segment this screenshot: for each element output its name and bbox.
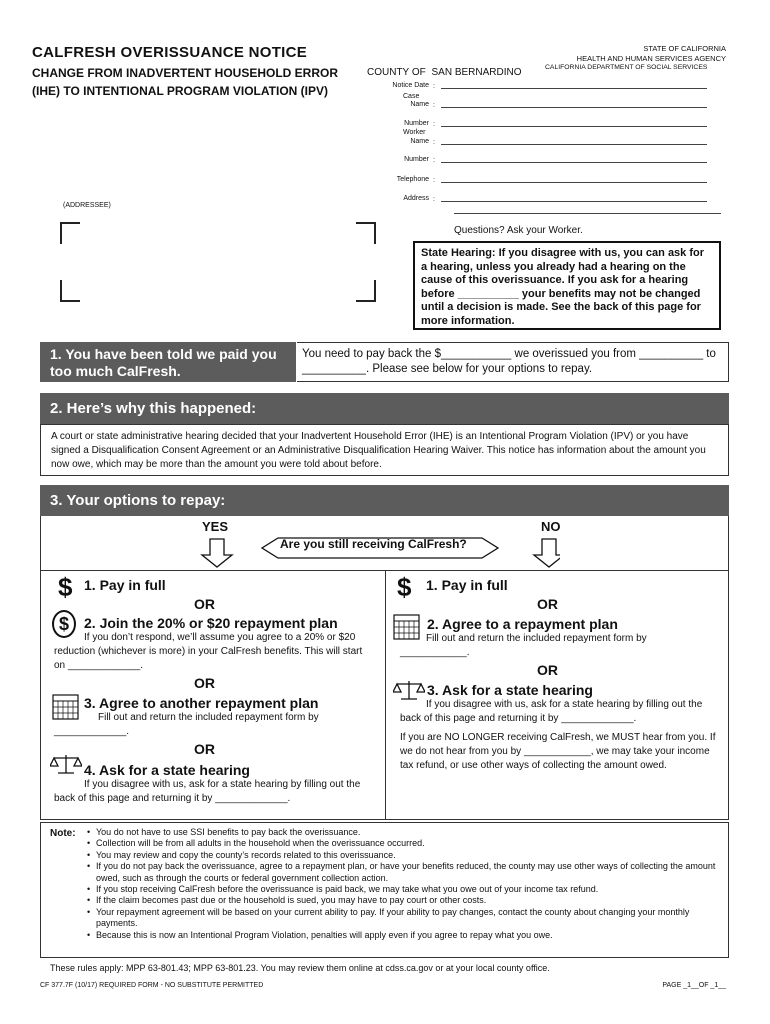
note-item: • If the claim becomes past due or the household is sued, you may have to pay court or other costs. — [87, 895, 717, 906]
section1-text: You need to pay back the $___________ we overissued you from __________ to __________. Please see below for your options to repay. — [297, 342, 729, 382]
form-title: CALFRESH OVERISSUANCE NOTICE — [32, 44, 308, 61]
or-label: OR — [537, 662, 558, 678]
note-item: • Collection will be from all adults in the household when the overissuance occurred. — [87, 838, 717, 849]
address-window-corner — [60, 280, 80, 302]
addressee-label: (ADDRESSEE) — [63, 202, 111, 209]
department-line: CALIFORNIA DEPARTMENT OF SOCIAL SERVICES — [545, 64, 708, 71]
address-window-corner — [60, 222, 80, 244]
field-label: Notice Date — [392, 82, 429, 89]
rules-text: These rules apply: MPP 63-801.43; MPP 63-801.23. You may review them online at cdss.ca.gov or at your local county office. — [50, 963, 550, 973]
notice-date-field[interactable]: Notice Date : — [389, 82, 707, 90]
address-window-corner — [356, 280, 376, 302]
note-item: • If you do not pay back the overissuance, agree to a repayment plan, or have your benefits reduced, the county may use other ways of collecting the amount owed, such as through the courts or federal government collection action. — [87, 861, 717, 884]
section2-text: A court or state administrative hearing decided that your Inadvertent Household Error (IHE) is an Intentional Program Violation (IPV) or you have signed a Disqualification Consent Agreement or an Administrative Disqualification Hearing Waiver. This notice has information about the amount you now owe, which may be more than the amount you were told about before. — [40, 424, 729, 476]
note-item: • Because this is now an Intentional Program Violation, penalties will apply even if you agree to repay what you owe. — [87, 930, 717, 941]
state-line: STATE OF CALIFORNIA — [643, 44, 726, 53]
field-label: Worker — [403, 129, 426, 136]
state-line: HEALTH AND HUMAN SERVICES AGENCY — [576, 54, 726, 63]
question-text: Are you still receiving CalFresh? — [280, 537, 467, 551]
form-subtitle: CHANGE FROM INADVERTENT HOUSEHOLD ERROR (IHE) TO INTENTIONAL PROGRAM VIOLATION (IPV) — [32, 66, 339, 98]
left-option-1: 1. Pay in full — [84, 577, 166, 593]
dollar-icon: $ — [397, 572, 412, 602]
right-option-2-text: Fill out and return the included repayment form by ____________. — [400, 633, 647, 658]
address-field[interactable]: Address : — [389, 195, 707, 203]
note-item: • You may review and copy the county’s records related to this overissuance. — [87, 850, 717, 861]
scales-icon — [50, 752, 82, 776]
field-label: Case — [403, 93, 420, 100]
down-arrow-icon — [534, 539, 560, 567]
or-label: OR — [194, 741, 215, 757]
page-number: PAGE _1__OF _1__ — [662, 982, 726, 989]
form-number: CF 377.7F (10/17) REQUIRED FORM - NO SUBSTITUTE PERMITTED — [40, 982, 264, 989]
field-label: Address — [403, 195, 429, 202]
left-option-3: 3. Agree to another repayment plan — [84, 695, 319, 711]
note-list — [87, 827, 717, 941]
worker-name-field[interactable]: Name : — [389, 138, 707, 146]
left-option-2: 2. Join the 20% or $20 repayment plan — [84, 615, 338, 631]
county-label: COUNTY OF — [367, 67, 426, 78]
field-label: Name — [410, 101, 429, 108]
telephone-field[interactable]: Telephone : — [389, 176, 707, 184]
or-label: OR — [537, 596, 558, 612]
worker-label-row — [389, 129, 433, 137]
address-line-2[interactable] — [454, 213, 721, 214]
no-label: NO — [541, 519, 561, 534]
options-divider — [385, 570, 386, 820]
note-item: • If you stop receiving CalFresh before the overissuance is paid back, we may take what you owe out of your income tax refund. — [87, 884, 717, 895]
left-option-2-text: If you don’t respond, we’ll assume you agree to a 20% or $20 reduction (whichever is more) in your CalFresh benefits. This will start on _____________. — [54, 632, 363, 671]
address-window-corner — [356, 222, 376, 244]
case-label-row — [389, 93, 433, 101]
section1-heading: 1. You have been told we paid you too much CalFresh. — [40, 342, 296, 382]
note-label: Note: — [50, 828, 76, 839]
down-arrow-icon — [202, 539, 232, 567]
case-number-field[interactable]: Number : — [389, 120, 707, 128]
county-value: SAN BERNARDINO — [431, 67, 522, 78]
right-option-3-text: If you disagree with us, ask for a state hearing by filling out the back of this page and returning it by _____________. — [400, 699, 703, 724]
state-agency-block — [577, 44, 726, 64]
case-name-field[interactable]: Name : — [389, 101, 707, 109]
dollar-icon: $ — [58, 572, 73, 602]
field-label: Telephone — [396, 176, 429, 183]
field-label: Number — [404, 120, 429, 127]
questions-text: Questions? Ask your Worker. — [454, 225, 583, 236]
right-option-2: 2. Agree to a repayment plan — [427, 616, 618, 632]
note-item: • You do not have to use SSI benefits to pay back the overissuance. — [87, 827, 717, 838]
left-option-4-text: If you disagree with us, ask for a state hearing by filling out the back of this page and returning it by _____________. — [54, 779, 361, 804]
field-label: Number — [404, 156, 429, 163]
left-option-4: 4. Ask for a state hearing — [84, 762, 250, 778]
section2-heading: 2. Here’s why this happened: — [40, 393, 729, 424]
field-label: Name — [410, 138, 429, 145]
or-label: OR — [194, 675, 215, 691]
right-option-1: 1. Pay in full — [426, 577, 508, 593]
county-line — [367, 67, 522, 78]
state-hearing-box: State Hearing: If you disagree with us, you can ask for a hearing, unless you already had a hearing on the cause of this overissuance. If you ask for a hearing before __________ your benefits may not be changed until a decision is made. See the back of this page for more information. — [413, 241, 721, 330]
dollar-circle-icon: $ — [52, 610, 76, 638]
yes-label: YES — [202, 519, 229, 534]
right-option-3: 3. Ask for a state hearing — [427, 682, 593, 698]
worker-number-field[interactable]: Number : — [389, 156, 707, 164]
section3-heading: 3. Your options to repay: — [40, 485, 729, 516]
note-item: • Your repayment agreement will be based on your current ability to pay. If your ability to pay changes, contact the county about changing your monthly payments. — [87, 907, 717, 930]
note-box — [40, 822, 729, 958]
left-option-3-text: Fill out and return the included repayment form by _____________. — [54, 712, 319, 737]
right-no-longer-text: If you are NO LONGER receiving CalFresh, we MUST hear from you. If we do not hear from you by ____________, we may take your income tax refund, or use other ways of collecting the amount owed. — [400, 732, 716, 771]
or-label: OR — [194, 596, 215, 612]
